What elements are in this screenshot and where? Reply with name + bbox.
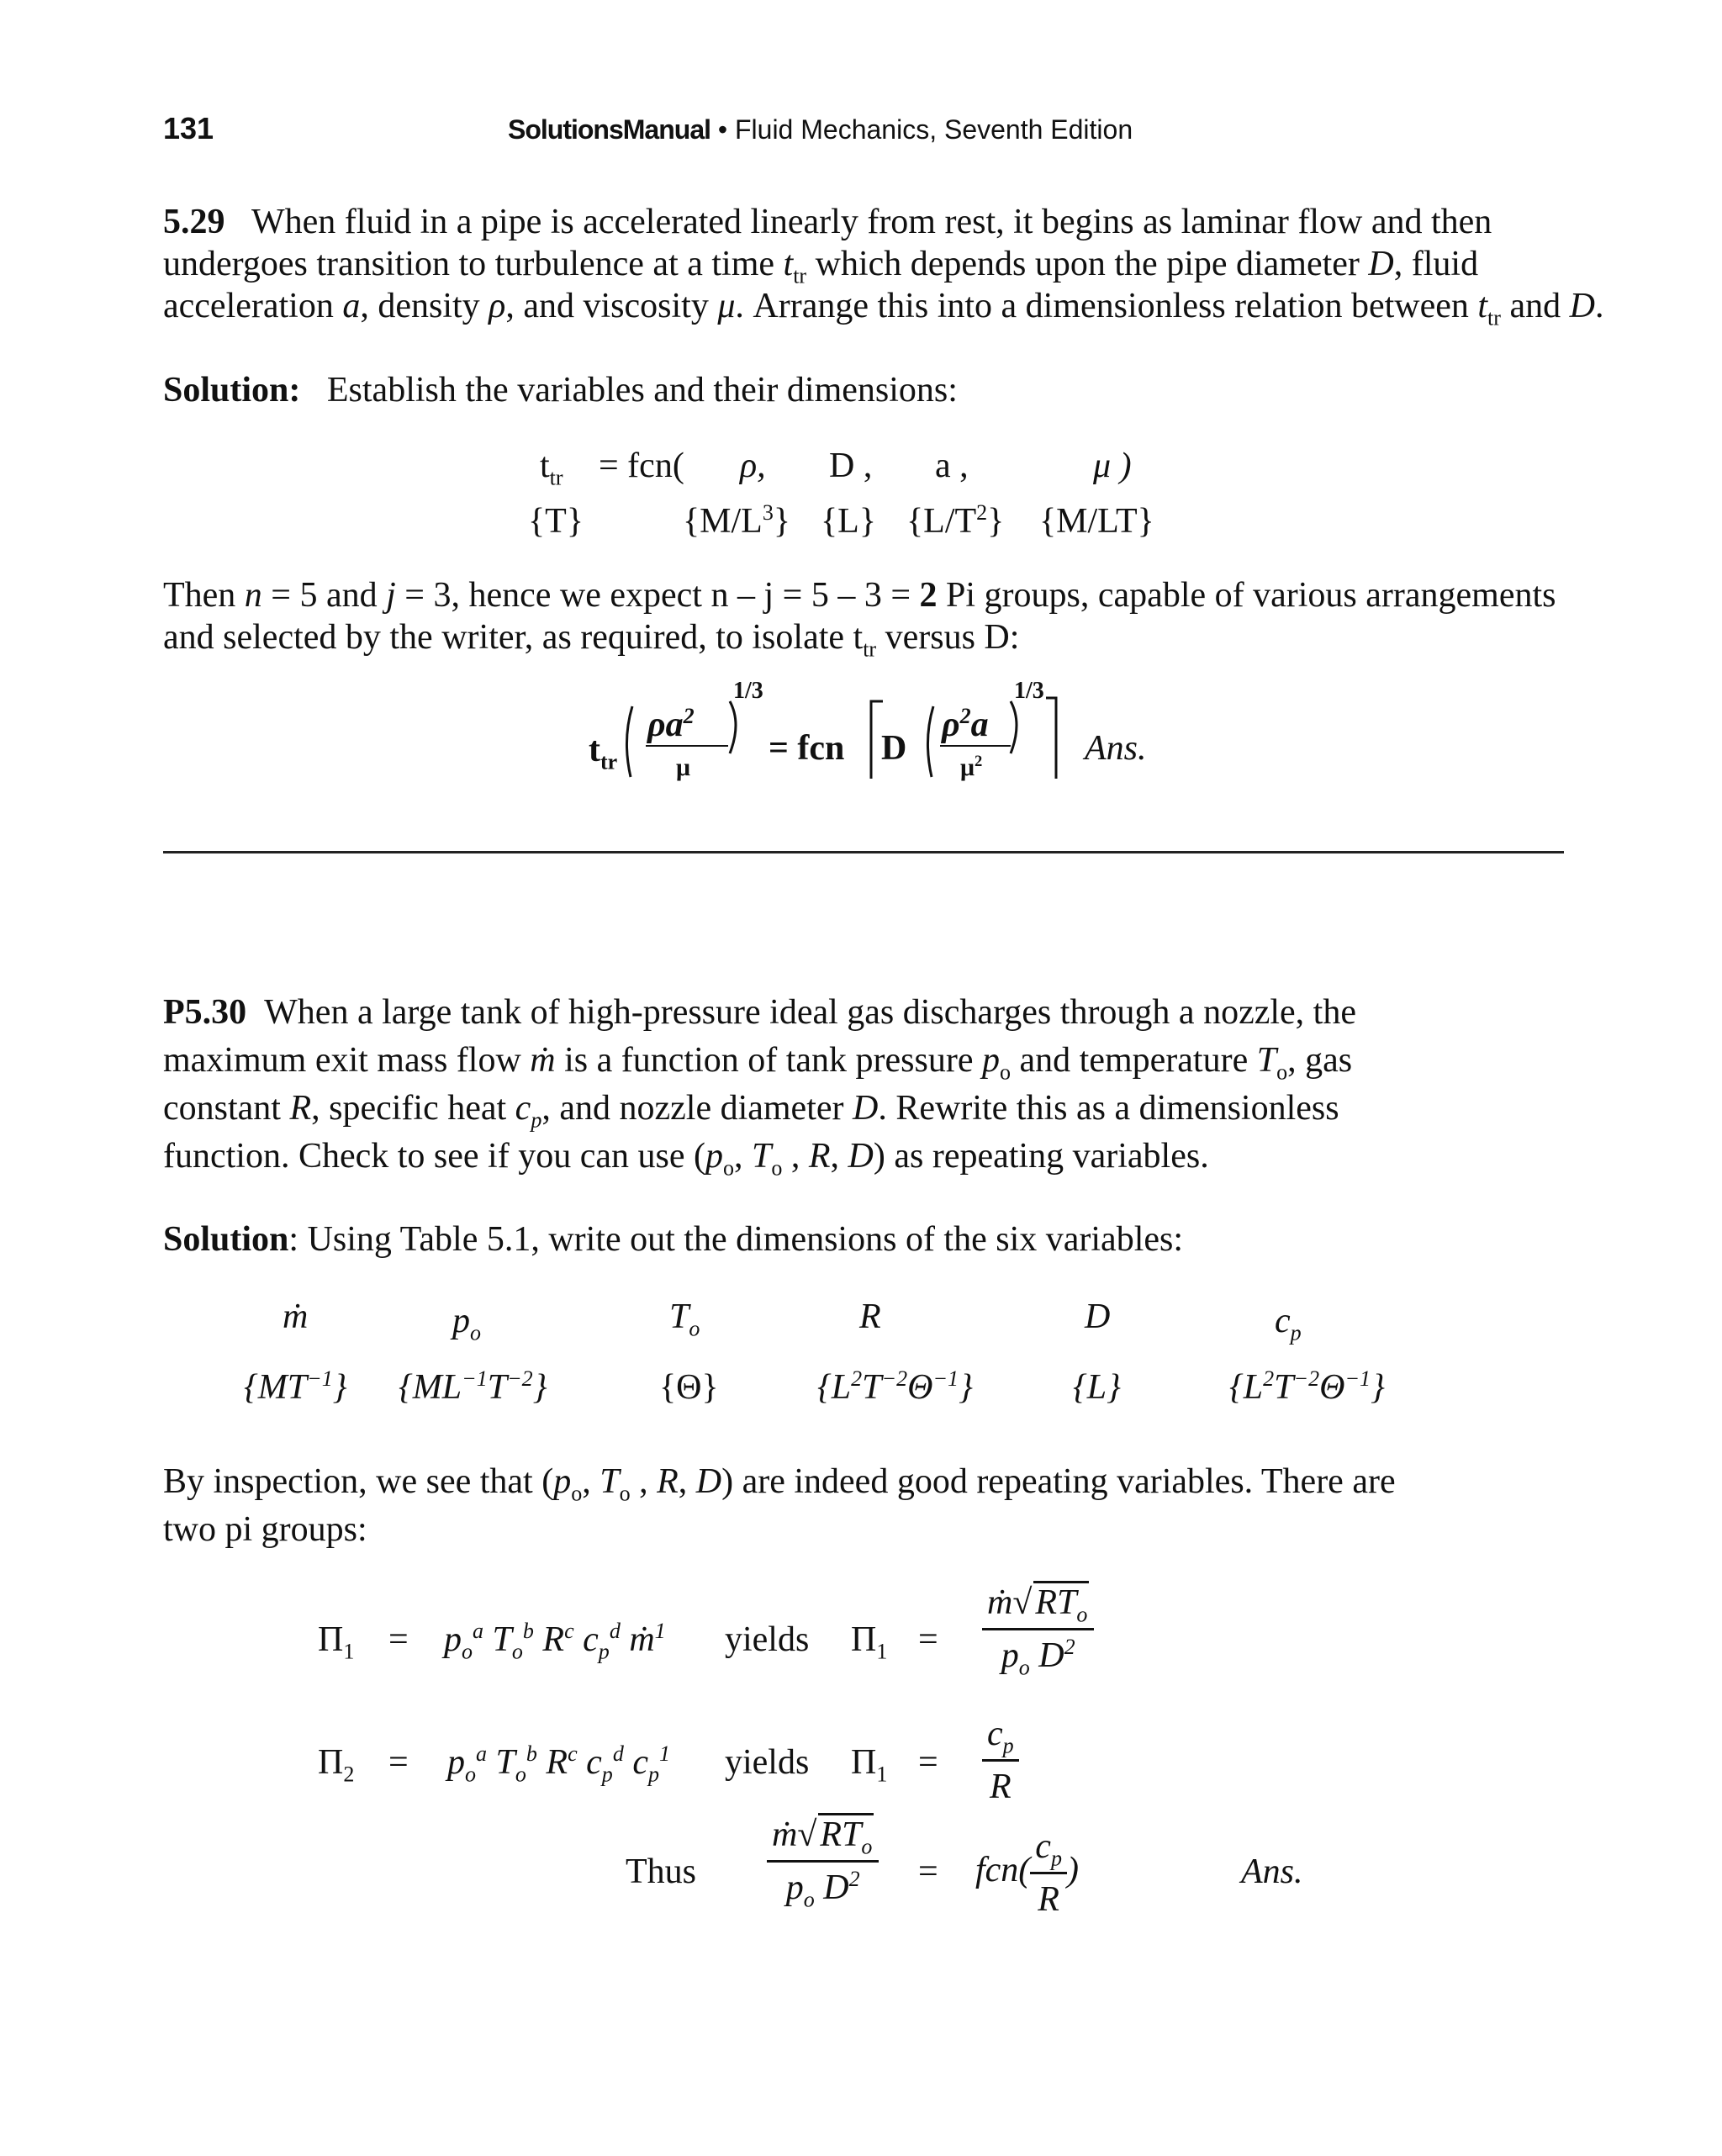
- dim-D: {L}: [821, 502, 876, 541]
- var-D: D ,: [829, 447, 873, 485]
- pi2-eq: =: [388, 1743, 409, 1782]
- header-manual: SolutionsManual: [508, 114, 710, 145]
- dim-po: $\{ML^{-1}T^{-2}\}$: [399, 1366, 547, 1407]
- thus-fraction: $\frac{ṁ√RT_o}{p_o D^2}$: [767, 1813, 879, 1910]
- p529-then-2: and selected by the writer, as required, to isolate $t_{tr}$ versus D:: [163, 618, 1020, 662]
- dim-a: $\{L/T^2\}$: [906, 500, 1005, 541]
- thus-label: Thus: [626, 1852, 696, 1891]
- dim-R: $\{L^2T^{-2}\Theta^{-1}\}$: [817, 1366, 973, 1407]
- var-po: $p_o$: [452, 1302, 482, 1345]
- dim-D2: {L}: [1073, 1368, 1121, 1407]
- pi2-product: $p_o^a$ $T_o^b$ $R^c$ $c_p^d$ $c_p^1$: [447, 1741, 671, 1787]
- var-a: a ,: [935, 447, 969, 485]
- dim-T: {T}: [528, 502, 584, 541]
- var-rho: ρ,: [740, 447, 766, 485]
- p529-then-1: Then n = 5 and j = 3, hence we expect n – j = 5 – 3 = 2 Pi groups, capable of various arrangements: [163, 576, 1556, 615]
- pi1-result-eq: =: [918, 1620, 938, 1659]
- p530-inspect-2: two pi groups:: [163, 1510, 367, 1549]
- pi1-label: $\Pi_1$: [318, 1620, 355, 1664]
- dim-mdot: $\{MT^{-1}\}$: [244, 1366, 347, 1407]
- p529-line-1: [163, 200, 1492, 244]
- p530-line-3: constant R, specific heat $c_p$, and nozzle diameter D. Rewrite this as a dimensionless: [163, 1089, 1339, 1133]
- dim-cp: $\{L^2T^{-2}\Theta^{-1}\}$: [1229, 1366, 1385, 1407]
- var-mu: μ ): [1093, 447, 1132, 485]
- pi2-fraction: $\frac{c_p}{R}$: [982, 1712, 1019, 1809]
- header-book: Fluid Mechanics, Seventh Edition: [734, 114, 1133, 145]
- p529-line-2: undergoes transition to turbulence at a time $t_{tr}$ which depends upon the pipe diameter D, fluid: [163, 245, 1479, 288]
- p529-number: 5.29: [163, 203, 225, 241]
- pi1-product: $p_o^a$ $T_o^b$ $R^c$ $c_p^d$ ṁ$^1$: [444, 1619, 666, 1664]
- pi2-result-eq: =: [918, 1743, 938, 1782]
- var-t: $t_{tr}$: [540, 447, 563, 490]
- page-number: 131: [163, 111, 214, 145]
- pi1-fraction: $\frac{ṁ√RT_o}{p_o D^2}$: [982, 1581, 1094, 1678]
- ans-529: Ans.: [1085, 729, 1147, 768]
- var-R: R: [859, 1297, 881, 1336]
- pi1-result-label: $\Pi_1$: [851, 1620, 888, 1664]
- pi2-yields: yields: [725, 1743, 810, 1782]
- var-fcn: = fcn(: [599, 447, 684, 485]
- p530-inspect-1: By inspection, we see that ($p_o$, $T_o$ , R, D) are indeed good repeating variables. There are: [163, 1462, 1396, 1506]
- p530-line-2: maximum exit mass flow ṁ is a function of tank pressure $p_o$ and temperature $T_o$, gas: [163, 1041, 1353, 1085]
- header-bullet: •: [717, 114, 728, 145]
- p530-line-1: P5.30 When a large tank of high-pressure ideal gas discharges through a nozzle, the: [163, 993, 1356, 1032]
- var-cp: $c_p$: [1275, 1302, 1302, 1345]
- dim-rho: $\{M/L^3\}$: [683, 500, 791, 541]
- p530-line-4: function. Check to see if you can use ($p_o$, $T_o$ , R, D) as repeating variables.: [163, 1137, 1209, 1181]
- running-header: [508, 114, 1133, 145]
- thus-eq: =: [918, 1852, 938, 1891]
- section-divider: [163, 851, 1564, 853]
- pi2-label: $\Pi_2$: [318, 1743, 355, 1787]
- thus-fcn: fcn( $\frac{c_p}{R}$ ): [975, 1825, 1079, 1921]
- var-D2: D: [1085, 1297, 1111, 1336]
- pi1-eq: =: [388, 1620, 409, 1659]
- pi1-yields: yields: [725, 1620, 810, 1659]
- var-mdot: ṁ: [283, 1297, 309, 1336]
- p529-line-3: acceleration a, density ρ, and viscosity μ. Arrange this into a dimensionless relation between $t_{tr}$ and D.: [163, 287, 1604, 330]
- p529-text: When fluid in a pipe is accelerated linearly from rest, it begins as laminar flow and then: [251, 203, 1492, 241]
- p529-solution: Solution: Establish the variables and their dimensions:: [163, 371, 958, 410]
- p530-solution: Solution: Using Table 5.1, write out the dimensions of the six variables:: [163, 1220, 1184, 1259]
- p530-number: P5.30: [163, 993, 247, 1032]
- solution-label: Solution:: [163, 371, 301, 410]
- var-To: $T_o$: [669, 1297, 700, 1341]
- pi2-result-label: $\Pi_1$: [851, 1743, 888, 1787]
- dim-mu: {M/LT}: [1039, 502, 1154, 541]
- ans-530: Ans.: [1241, 1852, 1303, 1891]
- dim-To: {Θ}: [659, 1368, 719, 1407]
